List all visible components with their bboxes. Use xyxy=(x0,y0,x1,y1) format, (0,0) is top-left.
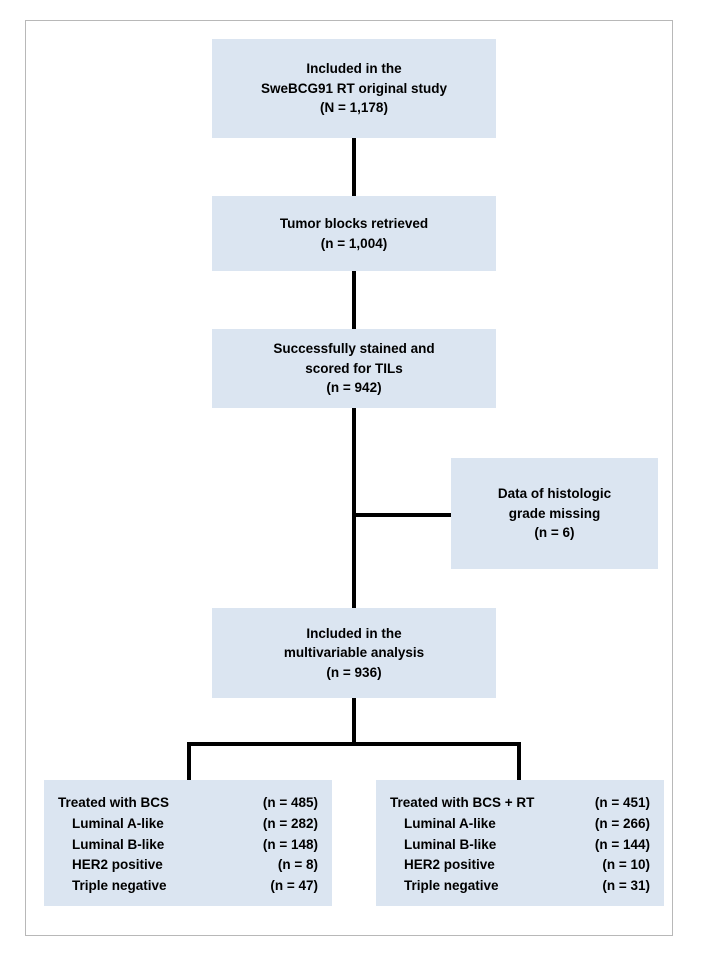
group-row xyxy=(390,835,650,856)
group-row-label: Treated with BCS + RT xyxy=(390,795,535,810)
group-row xyxy=(58,814,318,835)
connector-stained-to-multivariable xyxy=(352,408,356,608)
node-included-original xyxy=(212,39,496,138)
node-line: scored for TILs xyxy=(305,360,403,376)
node-line: (N = 1,178) xyxy=(320,100,388,116)
group-row-label: Luminal B-like xyxy=(404,836,497,852)
node-line: Tumor blocks retrieved xyxy=(279,215,429,231)
node-multivariable-analysis xyxy=(212,608,496,698)
node-line: Included in the xyxy=(306,61,402,77)
group-row xyxy=(58,835,318,856)
node-line: (n = 936) xyxy=(326,664,382,680)
group-row-value: (n = 31) xyxy=(602,878,650,894)
group-treated-bcs xyxy=(44,780,332,906)
connector-blocks-to-stained xyxy=(352,271,356,329)
node-line: grade missing xyxy=(508,505,601,521)
node-grade-missing xyxy=(451,458,658,569)
node-stained-scored xyxy=(212,329,496,408)
group-treated-bcs-rt xyxy=(376,780,664,906)
group-row xyxy=(390,855,650,876)
flowchart-canvas xyxy=(26,21,674,937)
group-row-label: Treated with BCS xyxy=(58,795,170,810)
connector-split-left-drop xyxy=(187,742,191,780)
group-row xyxy=(58,793,318,814)
group-row xyxy=(390,793,650,814)
node-line: Data of histologic xyxy=(497,486,612,502)
group-row-label: HER2 positive xyxy=(72,857,163,873)
group-row-value: (n = 451) xyxy=(594,795,650,810)
node-line: (n = 1,004) xyxy=(320,235,388,251)
group-row xyxy=(390,814,650,835)
node-line: Included in the xyxy=(306,625,402,641)
group-row-label: Triple negative xyxy=(72,878,167,894)
connector-split-horizontal xyxy=(187,742,521,746)
group-row xyxy=(390,876,650,897)
node-tumor-blocks xyxy=(212,196,496,271)
group-row-label: Triple negative xyxy=(404,878,499,894)
node-line: Successfully stained and xyxy=(273,341,435,357)
group-row-value: (n = 8) xyxy=(277,857,318,873)
group-row xyxy=(58,876,318,897)
group-row xyxy=(58,855,318,876)
node-line: (n = 942) xyxy=(326,380,382,396)
group-row-label: Luminal B-like xyxy=(72,836,165,852)
group-row-value: (n = 148) xyxy=(262,836,318,852)
connector-branch-grade-missing xyxy=(352,513,451,517)
connector-included-to-blocks xyxy=(352,138,356,196)
connector-multivariable-stem xyxy=(352,698,356,744)
flowchart-frame xyxy=(25,20,673,936)
group-row-label: Luminal A-like xyxy=(72,815,164,831)
connector-split-right-drop xyxy=(517,742,521,780)
group-row-value: (n = 47) xyxy=(270,878,318,894)
node-line: SweBCG91 RT original study xyxy=(260,80,448,96)
node-line: (n = 6) xyxy=(534,525,575,541)
group-row-label: HER2 positive xyxy=(404,857,495,873)
group-row-value: (n = 144) xyxy=(594,836,650,852)
group-row-value: (n = 266) xyxy=(594,815,650,831)
group-row-value: (n = 10) xyxy=(602,857,650,873)
group-row-value: (n = 485) xyxy=(262,795,318,810)
group-row-label: Luminal A-like xyxy=(404,815,496,831)
group-row-value: (n = 282) xyxy=(262,815,318,831)
node-line: multivariable analysis xyxy=(283,645,425,661)
